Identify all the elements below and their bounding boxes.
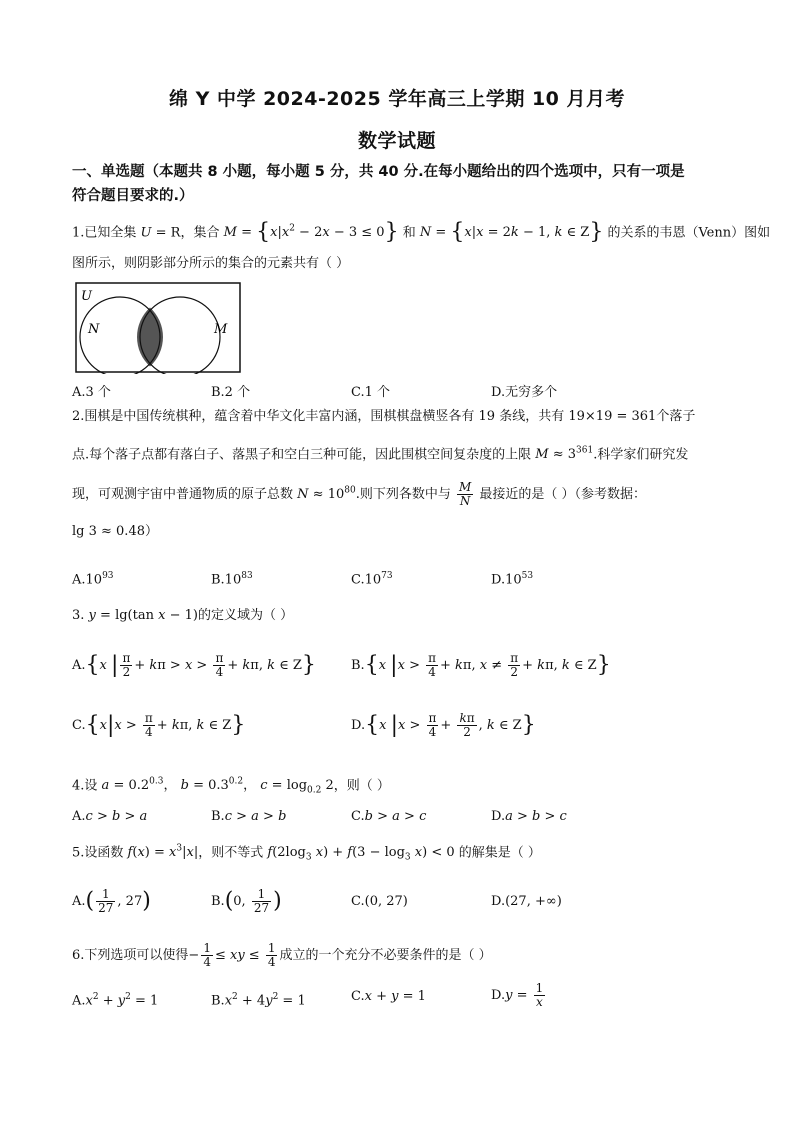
q1-option-b: B.2 个 bbox=[211, 385, 251, 400]
q5-option-b: B.(0, $\frac{1}{27}$ ) bbox=[211, 887, 282, 915]
q5-option-a: A.( $\frac{1}{27}$ , 27) bbox=[72, 887, 151, 915]
q2-option-d: $D.10^{53}$ bbox=[491, 571, 534, 588]
section-heading bbox=[72, 160, 732, 208]
venn-label-m: M bbox=[214, 322, 228, 337]
q2-line2-b: .科学家们研究发 bbox=[593, 447, 689, 463]
q4-option-a: A.c > b > a bbox=[72, 809, 148, 824]
q6-option-a: $A.x^2 + y^2 = 1$ bbox=[72, 992, 159, 1009]
q6-formula: − $\frac{1}{4}$ ≤ xy ≤ $\frac{1}{4}$ bbox=[188, 941, 276, 969]
q6-text-a: 6.下列选项可以使得 bbox=[72, 948, 189, 963]
q4-text-b: ，则（ ） bbox=[333, 778, 390, 794]
q4-option-c: C.b > a > c bbox=[351, 809, 427, 824]
q6-text-b: 成立的一个充分不必要条件的是（ ） bbox=[279, 948, 492, 963]
q3-formula: 3. y = lg(tan x − 1) bbox=[72, 608, 198, 623]
q2-line3-c: 最接近的是（ ）（参考数据： bbox=[479, 487, 647, 502]
q2-line2 bbox=[72, 442, 732, 464]
q2-option-c: $C.10^{73}$ bbox=[351, 571, 393, 588]
q2-formula-m: $M \approx 3^{361}$ bbox=[535, 446, 594, 463]
q5-text-a: 5.设函数 bbox=[72, 845, 124, 861]
q2-line1-b: 个落子 bbox=[656, 409, 696, 424]
q4-text-a: 4.设 bbox=[72, 778, 98, 794]
q4-line bbox=[72, 773, 732, 800]
q1-formula-u: U = R bbox=[140, 225, 181, 241]
exam-title: 绵 Y 中学 2024-2025 学年高三上学期 10 月月考 bbox=[168, 88, 626, 110]
q1-formula-n: N = {x|x = 2k − 1, k ∈ Z} bbox=[419, 219, 604, 245]
q2-line1-a: 2.围棋是中国传统棋种，蕴含着中华文化丰富内涵，围棋棋盘横竖各有 19 条线，共有 bbox=[72, 409, 565, 424]
q4-option-b: B.c > a > b bbox=[211, 809, 287, 824]
q1-text-b: ，集合 bbox=[180, 225, 220, 241]
q3-option-b: B.{x |x > $\frac{\pi}{4}$ + kπ, x ≠ $\frac{\pi}{2}$ + kπ, k ∈ Z} bbox=[351, 651, 611, 679]
q4-option-d: D.a > b > c bbox=[491, 809, 567, 824]
q2-formula-n: $N \approx 10^{80}$ bbox=[297, 485, 356, 502]
exam-subtitle: 数学试题 bbox=[357, 130, 436, 152]
q1-line1 bbox=[72, 219, 771, 245]
q2-option-b: $B.10^{83}$ bbox=[211, 571, 253, 588]
q5-line bbox=[72, 840, 732, 867]
q1-option-d: D.无穷多个 bbox=[491, 385, 558, 400]
q1-option-c: C.1 个 bbox=[351, 385, 391, 400]
q1-text-a: 1.已知全集 bbox=[72, 225, 137, 241]
q4-formula: $a = 0.2^{0.3}$， $b = 0.3^{0.2}$， $c = \log_{0.2} 2$ bbox=[101, 777, 334, 796]
q3-option-a: A.{x | $\frac{\pi}{2}$ + kπ > x > $\frac{\pi}{4}$ + kπ, k ∈ Z} bbox=[72, 651, 316, 679]
q5-option-d: D.(27, +∞) bbox=[491, 894, 562, 909]
q5-formula-ineq: $f(2\log_3$ $x) + f(3 - \log_3 x) < 0$ bbox=[267, 845, 455, 863]
q2-option-a: $A.10^{93}$ bbox=[72, 571, 114, 588]
q1-line2: 图所示，则阴影部分所示的集合的元素共有（ ） bbox=[72, 256, 350, 271]
q5-text-b: ，则不等式 bbox=[198, 845, 264, 861]
q6-line bbox=[72, 942, 732, 969]
q6-option-d: D.y = $\frac{1}{x}$ bbox=[491, 981, 544, 1009]
q5-formula-f: $f(x) = x^3|x|$ bbox=[127, 844, 199, 861]
q2-line4 bbox=[72, 523, 732, 541]
q1-option-a: A.3 个 bbox=[72, 385, 111, 400]
q1-text-d: 的关系的韦恩（Venn）图如 bbox=[607, 225, 771, 241]
q1-formula-m: $M = \{x|x^2 - 2x - 3 \le 0\}$ bbox=[223, 219, 399, 245]
q2-line3 bbox=[72, 481, 732, 508]
q2-line3-a: 现，可观测宇宙中普通物质的原子总数 bbox=[72, 487, 294, 502]
q2-formula-lg3: lg 3 ≈ 0.48 bbox=[72, 524, 145, 539]
q6-option-b: $B.x^2 + 4y^2 = 1$ bbox=[211, 992, 306, 1009]
q3-text: 的定义域为（ ） bbox=[197, 608, 294, 623]
section-heading-line1: 一、单选题（本题共 8 小题，每小题 5 分，共 40 分.在每小题给出的四个选项中，只有一项是 bbox=[72, 164, 685, 180]
q1-text-c: 和 bbox=[402, 225, 416, 241]
q2-formula-grid: 19×19 = 361 bbox=[568, 409, 657, 424]
q5-option-c: C.(0, 27) bbox=[351, 894, 408, 909]
section-heading-line2: 符合题目要求的.） bbox=[72, 188, 194, 204]
q3-option-c: C.{x|x > $\frac{\pi}{4}$ + kπ, k ∈ Z} bbox=[72, 711, 246, 739]
q2-line1 bbox=[72, 408, 732, 426]
q2-fraction-mn: $\frac{M}{N}$ bbox=[458, 480, 472, 508]
venn-label-n: N bbox=[88, 322, 100, 337]
q3-option-d: D.{x |x > $\frac{\pi}{4}$ + $\frac{k\pi}{2}$ , k ∈ Z} bbox=[351, 711, 536, 739]
q5-text-c: 的解集是（ ） bbox=[458, 845, 541, 861]
venn-diagram bbox=[75, 282, 243, 374]
q2-line4-b: ） bbox=[145, 524, 159, 539]
venn-shaded-region bbox=[137, 308, 163, 367]
q6-option-c: C.x + y = 1 bbox=[351, 989, 426, 1004]
q2-line2-a: 点.每个落子点都有落白子、落黑子和空白三种可能，因此围棋空间复杂度的上限 bbox=[72, 447, 532, 463]
q3-line bbox=[72, 607, 732, 625]
venn-label-u: U bbox=[81, 289, 92, 304]
q2-line3-b: .则下列各数中与 bbox=[355, 487, 451, 502]
